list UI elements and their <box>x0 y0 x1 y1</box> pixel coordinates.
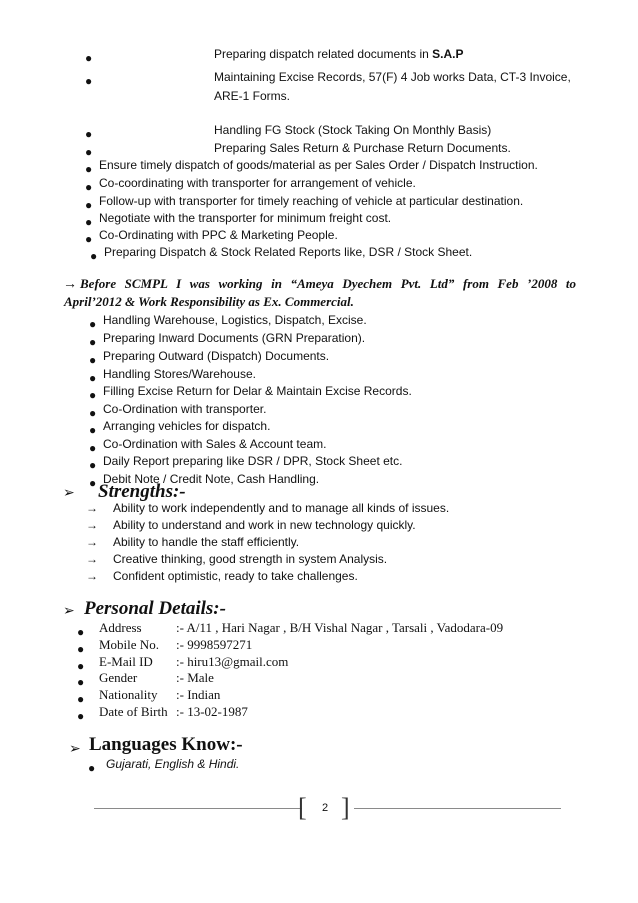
list-item: Ability to handle the staff efficiently. <box>113 535 300 549</box>
bullet: ● <box>77 642 85 656</box>
left-bracket: [ <box>298 793 307 822</box>
list-item: Daily Report preparing like DSR / DPR, Stock Sheet etc. <box>103 454 403 468</box>
nationality-label: Nationality <box>99 687 158 702</box>
bullet: ● <box>89 458 97 472</box>
arrow-right-icon: → <box>86 518 98 532</box>
bullet: ● <box>89 317 97 331</box>
list-item: Preparing Outward (Dispatch) Documents. <box>103 349 330 363</box>
bullet: ● <box>89 441 97 455</box>
chevron-right-icon: ➢ <box>63 484 75 500</box>
list-item: Preparing Dispatch & Stock Related Reports like, DSR / Stock Sheet. <box>104 245 473 259</box>
bullet: ● <box>77 692 85 706</box>
bullet: ● <box>89 388 97 402</box>
bullet: ● <box>85 162 93 176</box>
bullet: ● <box>85 74 93 88</box>
list-item: Preparing Sales Return & Purchase Return Documents. <box>214 141 511 155</box>
bullet: ● <box>89 335 97 349</box>
dob-value: :- 13-02-1987 <box>176 704 248 719</box>
list-item: Debit Note / Credit Note, Cash Handling. <box>103 472 320 486</box>
gender-value: :- Male <box>176 670 214 685</box>
bullet: ● <box>77 659 85 673</box>
page-number: 2 <box>321 802 329 814</box>
bullet: ● <box>89 423 97 437</box>
bullet: ● <box>90 249 98 263</box>
bullet: ● <box>88 761 96 775</box>
bullet: ● <box>85 232 93 246</box>
list-item: Handling Stores/Warehouse. <box>103 367 256 381</box>
chevron-right-icon: ➢ <box>69 740 81 756</box>
list-item: Confident optimistic, ready to take challenges. <box>113 569 358 583</box>
list-item-continuation: ARE-1 Forms. <box>214 89 291 103</box>
list-item: Follow-up with transporter for timely reaching of vehicle at particular destination. <box>99 194 524 208</box>
list-item: Co-Ordination with transporter. <box>103 402 267 416</box>
gender-label: Gender <box>99 670 138 685</box>
email-value: :- hiru13@gmail.com <box>176 654 289 669</box>
bullet: ● <box>89 353 97 367</box>
dob-label: Date of Birth <box>99 704 168 719</box>
bullet: ● <box>77 709 85 723</box>
list-item: Maintaining Excise Records, 57(F) 4 Job works Data, CT-3 Invoice, <box>214 70 571 84</box>
right-bracket: ] <box>341 793 350 822</box>
arrow-right-icon: → <box>86 501 98 515</box>
arrow-right-icon: → <box>63 275 77 291</box>
list-item: Co-Ordination with Sales & Account team. <box>103 437 327 451</box>
list-item: Preparing dispatch related documents in S.A.P <box>214 47 464 61</box>
bullet: ● <box>85 145 93 159</box>
arrow-right-icon: → <box>86 535 98 549</box>
personal-details-heading: Personal Details:- <box>84 598 226 619</box>
bullet: ● <box>85 215 93 229</box>
list-item: Preparing Inward Documents (GRN Preparation). <box>103 331 366 345</box>
list-item: Ability to work independently and to manage all kinds of issues. <box>113 501 450 515</box>
bullet: ● <box>89 406 97 420</box>
bullet: ● <box>85 127 93 141</box>
arrow-right-icon: → <box>86 569 98 583</box>
list-item: Handling Warehouse, Logistics, Dispatch, Excise. <box>103 313 367 327</box>
bullet: ● <box>89 476 97 490</box>
bullet: ● <box>85 180 93 194</box>
list-item: Ensure timely dispatch of goods/material as per Sales Order / Dispatch Instruction. <box>99 158 538 172</box>
list-item: Negotiate with the transporter for minimum freight cost. <box>99 211 392 225</box>
mobile-label: Mobile No. <box>99 637 159 652</box>
list-item: Handling FG Stock (Stock Taking On Monthly Basis) <box>214 123 492 137</box>
previous-job-heading: Before SCMPL I was working in “Ameya Dyechem Pvt. Ltd” from Feb ’2008 to <box>80 276 576 291</box>
mobile-value: :- 9998597271 <box>176 637 253 652</box>
nationality-value: :- Indian <box>176 687 221 702</box>
list-item: Co-coordinating with transporter for arrangement of vehicle. <box>99 176 416 190</box>
chevron-right-icon: ➢ <box>63 602 75 618</box>
strengths-heading: Strengths:- <box>98 481 186 502</box>
bullet: ● <box>85 51 93 65</box>
bullet: ● <box>85 198 93 212</box>
list-item: Co-Ordinating with PPC & Marketing People. <box>99 228 338 242</box>
bullet: ● <box>89 371 97 385</box>
list-item: Creative thinking, good strength in system Analysis. <box>113 552 388 566</box>
languages-item: Gujarati, English & Hindi. <box>106 757 240 771</box>
list-item: Arranging vehicles for dispatch. <box>103 419 271 433</box>
previous-job-heading-cont: April’2012 & Work Responsibility as Ex. Commercial. <box>64 294 354 309</box>
languages-heading: Languages Know:- <box>89 734 243 755</box>
bullet: ● <box>77 675 85 689</box>
address-label: Address <box>99 620 142 635</box>
arrow-right-icon: → <box>86 552 98 566</box>
footer-divider-left <box>94 808 302 809</box>
list-item: Filling Excise Return for Delar & Maintain Excise Records. <box>103 384 412 398</box>
address-value: :- A/11 , Hari Nagar , B/H Vishal Nagar , Tarsali , Vadodara-09 <box>176 620 504 635</box>
list-item: Ability to understand and work in new technology quickly. <box>113 518 416 532</box>
bullet: ● <box>77 625 85 639</box>
footer-divider-right <box>354 808 561 809</box>
email-label: E-Mail ID <box>99 654 153 669</box>
